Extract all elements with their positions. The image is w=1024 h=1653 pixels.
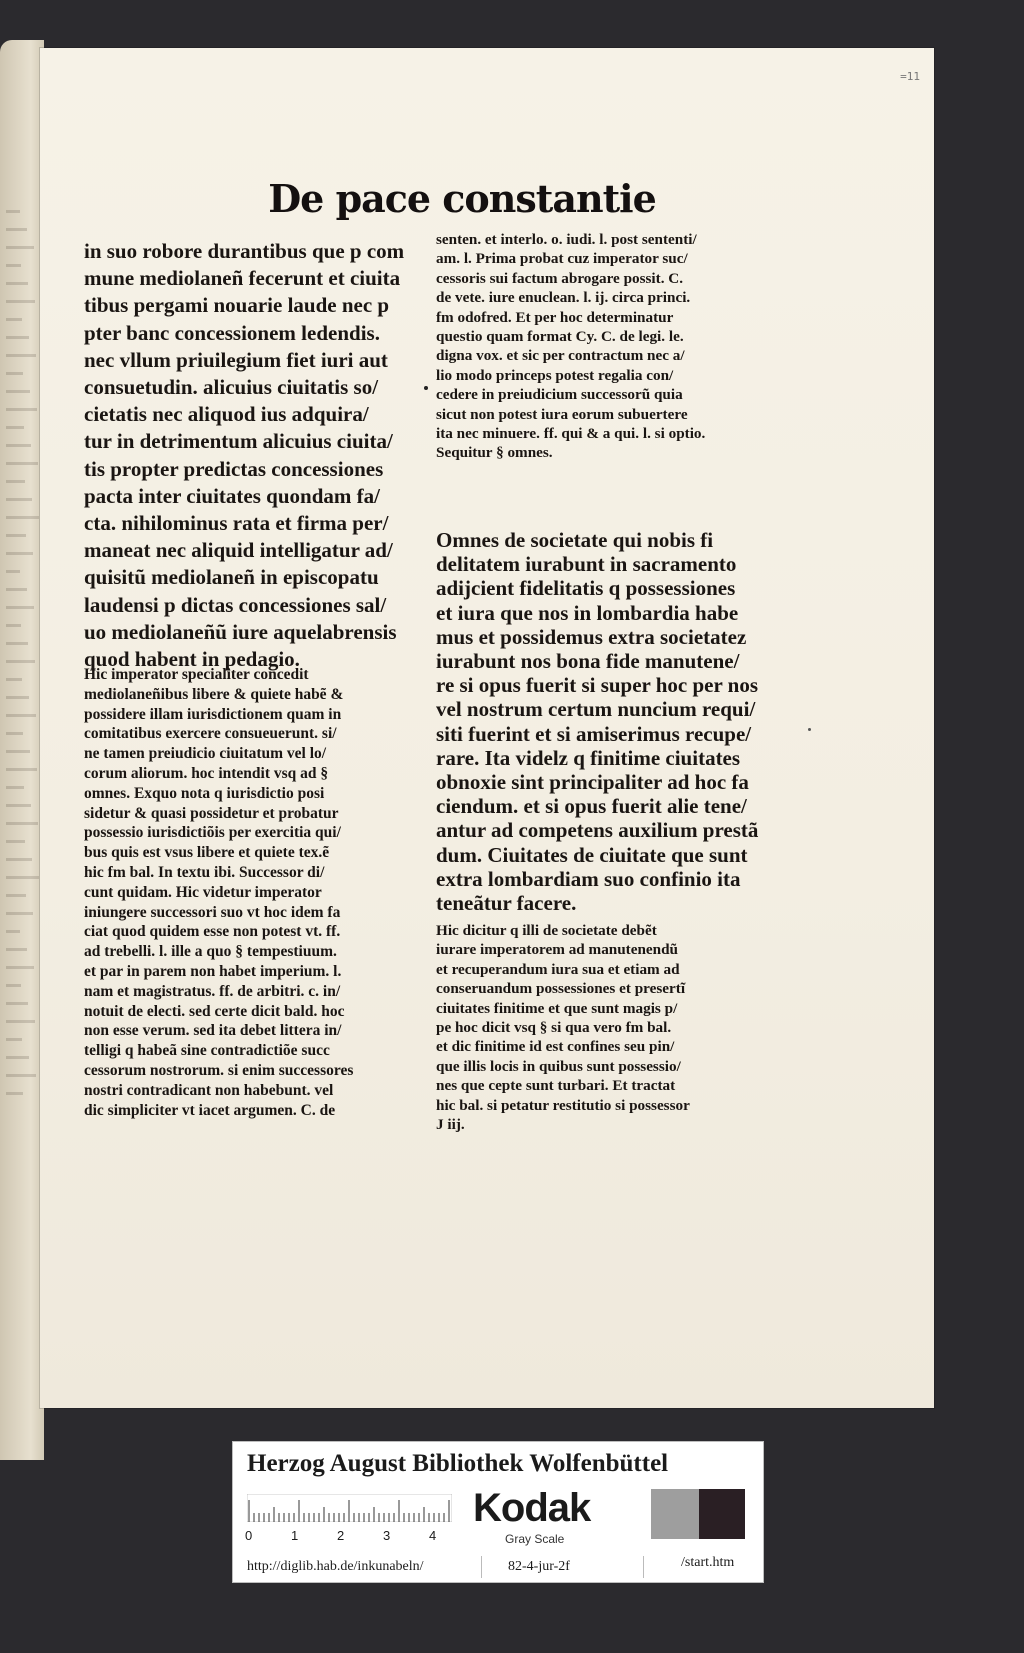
facing-page-ghost-line bbox=[6, 444, 31, 447]
text-line: am. l. Prima probat cuz imperator suc/ bbox=[436, 250, 688, 268]
text-line: et recuperandum iura sua et etiam ad bbox=[436, 960, 680, 978]
text-line: tur in detrimentum alicuius ciuita/ bbox=[84, 429, 393, 454]
facing-page-ghost-line bbox=[6, 570, 20, 573]
text-line: uo mediolaneñũ iure aquelabrensis bbox=[84, 619, 397, 644]
facing-page-ghost-line bbox=[6, 1002, 28, 1005]
facing-page-ghost-line bbox=[6, 588, 27, 591]
color-target-card bbox=[232, 1441, 764, 1583]
text-line: questio quam format Cy. C. de legi. le. bbox=[436, 328, 684, 346]
text-line: pe hoc dicit vsq § si qua vero fm bal. bbox=[436, 1019, 672, 1037]
text-line: dic simpliciter vt iacet argumen. C. de bbox=[84, 1101, 336, 1119]
facing-page-ghost-line bbox=[6, 516, 39, 519]
ruler-number: 2 bbox=[337, 1528, 345, 1543]
facing-page-ghost-line bbox=[6, 930, 20, 933]
facing-page-ghost-line bbox=[6, 462, 38, 465]
text-line: pacta inter ciuitates quondam fa/ bbox=[84, 483, 380, 508]
facing-page-ghost-line bbox=[6, 876, 39, 879]
text-line: teneãtur facere. bbox=[436, 891, 577, 916]
facing-page-ghost-line bbox=[6, 714, 36, 717]
text-line: digna vox. et sic per contractum nec a/ bbox=[436, 347, 685, 365]
text-line: hic bal. si petatur restitutio si possessor bbox=[436, 1096, 690, 1114]
ruler-number: 4 bbox=[429, 1528, 437, 1543]
text-line: mediolaneñibus libere & quiete habẽ & bbox=[84, 685, 344, 703]
text-line: ciat quod quidem esse non potest vt. ff. bbox=[84, 923, 341, 941]
text-line: notuit de electi. sed certe dicit bald. hoc bbox=[84, 1002, 345, 1020]
page-title: De pace constantie bbox=[268, 176, 656, 221]
facing-page-ghost-line bbox=[6, 534, 26, 537]
text-line: non esse verum. sed ita debet littera in/ bbox=[84, 1022, 342, 1040]
text-line: delitatem iurabunt in sacramento bbox=[436, 552, 737, 577]
text-line: in suo robore durantibus que p com bbox=[84, 239, 405, 263]
left-column-text bbox=[84, 238, 444, 673]
folio-mark: =11 bbox=[900, 70, 920, 83]
facing-page-ghost-line bbox=[6, 822, 38, 825]
text-line: maneat nec aliquid intelligatur ad/ bbox=[84, 538, 393, 563]
text-line: iurare imperatorem ad manutenendũ bbox=[436, 941, 679, 959]
text-line: consuetudin. alicuius ciuitatis so/ bbox=[84, 375, 379, 400]
text-line: siti fuerint et si amiserimus recupe/ bbox=[436, 721, 752, 746]
divider bbox=[481, 1556, 482, 1578]
facing-page-ghost-line bbox=[6, 732, 23, 735]
text-line: sicut non potest iura eorum subuertere bbox=[436, 405, 688, 423]
text-line: de vete. iure enuclean. l. ij. circa princi. bbox=[436, 289, 691, 307]
dark-swatch bbox=[699, 1489, 745, 1539]
text-line: rare. Ita videlz q finitime ciuitates bbox=[436, 745, 741, 770]
gray-scale-label: Gray Scale bbox=[505, 1532, 565, 1546]
facing-page-ghost-line bbox=[6, 498, 32, 501]
text-line: cessoris sui factum abrogare possit. C. bbox=[436, 269, 684, 287]
text-line: laudensi p dictas concessiones sal/ bbox=[84, 592, 387, 617]
text-line: cedere in preiudicium successorũ quia bbox=[436, 386, 683, 404]
facing-page-edge bbox=[0, 40, 44, 1460]
facing-page-ghost-line bbox=[6, 552, 33, 555]
text-line: mus et possidemus extra societatez bbox=[436, 624, 747, 649]
text-line: nostri contradicant non habebunt. vel bbox=[84, 1081, 334, 1099]
text-line: ciuitates finitime et que sunt magis p/ bbox=[436, 999, 678, 1017]
text-line: possidere illam iurisdictionem quam in bbox=[84, 705, 342, 723]
divider bbox=[643, 1556, 644, 1578]
facing-page-ghost-line bbox=[6, 858, 32, 861]
text-line: cessorum nostrorum. si enim successores bbox=[84, 1061, 354, 1079]
source-url: http://diglib.hab.de/inkunabeln/ bbox=[247, 1559, 424, 1574]
kodak-logo: Kodak bbox=[473, 1486, 591, 1530]
text-line: sidetur & quasi possidetur et probatur bbox=[84, 804, 339, 822]
text-line: Sequitur § omnes. bbox=[436, 444, 553, 462]
text-line: conseruandum possessiones et presertĩ bbox=[436, 980, 686, 998]
text-line: J iij. bbox=[436, 1116, 465, 1134]
facing-page-ghost-line bbox=[6, 1092, 23, 1095]
facing-page-ghost-line bbox=[6, 894, 26, 897]
facing-page-ghost-line bbox=[6, 480, 25, 483]
text-line: comitatibus exercere consueuerunt. si/ bbox=[84, 725, 337, 743]
right-column-text bbox=[436, 528, 776, 915]
facing-page-ghost-line bbox=[6, 912, 33, 915]
facing-page-ghost-line bbox=[6, 1074, 36, 1077]
facing-page-ghost-line bbox=[6, 804, 31, 807]
facing-page-ghost-line bbox=[6, 426, 24, 429]
text-line: Omnes de societate qui nobis fi bbox=[436, 528, 714, 552]
text-line: cta. nihilominus rata et firma per/ bbox=[84, 511, 389, 536]
text-line: Hic dicitur q illi de societate debẽt bbox=[436, 922, 657, 939]
measuring-ruler bbox=[247, 1494, 452, 1522]
ruler-number: 3 bbox=[383, 1528, 391, 1543]
margin-dot bbox=[424, 386, 428, 390]
text-line: iurabunt nos bona fide manutene/ bbox=[436, 649, 740, 674]
facing-page-ghost-line bbox=[6, 1038, 22, 1041]
facing-page-ghost-line bbox=[6, 408, 37, 411]
text-line: pter banc concessionem ledendis. bbox=[84, 320, 380, 345]
text-line: et par in parem non habet imperium. l. bbox=[84, 962, 342, 980]
facing-page-ghost-line bbox=[6, 966, 34, 969]
text-line: quod habent in pedagio. bbox=[84, 647, 300, 672]
text-line: nam et magistratus. ff. de arbitri. c. in/ bbox=[84, 982, 341, 1000]
facing-page-ghost-line bbox=[6, 210, 20, 213]
facing-page-ghost-line bbox=[6, 786, 24, 789]
text-line: antur ad competens auxilium prestã bbox=[436, 818, 759, 843]
text-line: bus quis est vsus libere et quiete tex.ẽ bbox=[84, 844, 330, 862]
facing-page-ghost-line bbox=[6, 336, 29, 339]
facing-page-ghost-line bbox=[6, 624, 21, 627]
text-line: que illis locis in quibus sunt possessio/ bbox=[436, 1057, 681, 1075]
facing-page-ghost-line bbox=[6, 768, 37, 771]
facing-page-ghost-line bbox=[6, 660, 35, 663]
facing-page-ghost-line bbox=[6, 696, 29, 699]
text-line: nes que cepte sunt turbari. Et tractat bbox=[436, 1077, 676, 1095]
text-line: et iura que nos in lombardia habe bbox=[436, 600, 739, 625]
facing-page-ghost-line bbox=[6, 642, 28, 645]
library-name: Herzog August Bibliothek Wolfenbüttel bbox=[247, 1450, 669, 1477]
facing-page-ghost-line bbox=[6, 264, 21, 267]
facing-page-ghost-line bbox=[6, 750, 30, 753]
text-line: tibus pergami nouarie laude nec p bbox=[84, 293, 390, 318]
text-line: re si opus fuerit si super hoc per nos bbox=[436, 673, 759, 698]
text-line: obnoxie sint principaliter ad hoc fa bbox=[436, 770, 749, 795]
text-line: extra lombardiam suo confinio ita bbox=[436, 866, 741, 891]
facing-page-ghost-line bbox=[6, 1056, 29, 1059]
right-column-commentary-top bbox=[436, 230, 776, 463]
shelfmark: 82-4-jur-2f bbox=[508, 1559, 570, 1574]
text-line: senten. et interlo. o. iudi. l. post sententi/ bbox=[436, 231, 697, 248]
facing-page-ghost-line bbox=[6, 246, 34, 249]
book-page bbox=[40, 48, 934, 1408]
facing-page-ghost-line bbox=[6, 1020, 35, 1023]
text-line: lio modo princeps potest regalia con/ bbox=[436, 366, 674, 384]
paper-speck bbox=[808, 728, 811, 731]
text-line: adijcient fidelitatis q possessiones bbox=[436, 576, 736, 601]
text-line: ad trebelli. l. ille a quo § tempestiuum. bbox=[84, 943, 337, 961]
text-line: telligi q habeã sine contradictiõe succ bbox=[84, 1042, 330, 1060]
text-line: dum. Ciuitates de ciuitate que sunt bbox=[436, 842, 748, 867]
facing-page-ghost-line bbox=[6, 678, 22, 681]
facing-page-ghost-line bbox=[6, 840, 25, 843]
text-line: ne tamen preiudicio ciuitatum vel lo/ bbox=[84, 745, 327, 763]
text-line: iniungere successori suo vt hoc idem fa bbox=[84, 903, 341, 921]
text-line: cietatis nec aliquod ius adquira/ bbox=[84, 402, 369, 427]
facing-page-ghost-line bbox=[6, 318, 22, 321]
text-line: ita nec minuere. ff. qui & a qui. l. si optio. bbox=[436, 425, 706, 443]
facing-page-ghost-line bbox=[6, 390, 30, 393]
text-line: vel nostrum certum nuncium requi/ bbox=[436, 697, 756, 722]
text-line: quisitũ mediolaneñ in episcopatu bbox=[84, 565, 379, 590]
facing-page-ghost-line bbox=[6, 300, 35, 303]
left-column-commentary bbox=[84, 665, 444, 1120]
start-page-link: /start.htm bbox=[681, 1555, 735, 1570]
text-line: corum aliorum. hoc intendit vsq ad § bbox=[84, 764, 329, 782]
ruler-number: 0 bbox=[245, 1528, 253, 1543]
text-line: cunt quidam. Hic videtur imperator bbox=[84, 883, 322, 901]
text-line: et dic finitime id est confines seu pin/ bbox=[436, 1038, 675, 1056]
gray-swatch bbox=[651, 1489, 699, 1539]
text-line: hic fm bal. In textu ibi. Successor di/ bbox=[84, 863, 325, 881]
facing-page-ghost-line bbox=[6, 372, 23, 375]
ruler-number: 1 bbox=[291, 1528, 299, 1543]
text-line: nec vllum priuilegium fiet iuri aut bbox=[84, 347, 388, 372]
text-line: possessio iurisdictiõis per exercitia qui/ bbox=[84, 824, 341, 842]
text-line: fm odofred. Et per hoc determinatur bbox=[436, 308, 674, 326]
facing-page-ghost-line bbox=[6, 228, 27, 231]
right-column-commentary-bottom bbox=[436, 921, 776, 1134]
text-line: ciendum. et si opus fuerit alie tene/ bbox=[436, 794, 747, 819]
facing-page-ghost-line bbox=[6, 282, 28, 285]
text-line: mune mediolaneñ fecerunt et ciuita bbox=[84, 266, 401, 291]
facing-page-ghost-line bbox=[6, 948, 27, 951]
facing-page-ghost-line bbox=[6, 984, 21, 987]
text-line: omnes. Exquo nota q iurisdictio posi bbox=[84, 784, 325, 802]
text-line: tis propter predictas concessiones bbox=[84, 456, 384, 481]
text-line: Hic imperator specialiter concedit bbox=[84, 666, 309, 683]
facing-page-ghost-line bbox=[6, 606, 34, 609]
facing-page-ghost-line bbox=[6, 354, 36, 357]
